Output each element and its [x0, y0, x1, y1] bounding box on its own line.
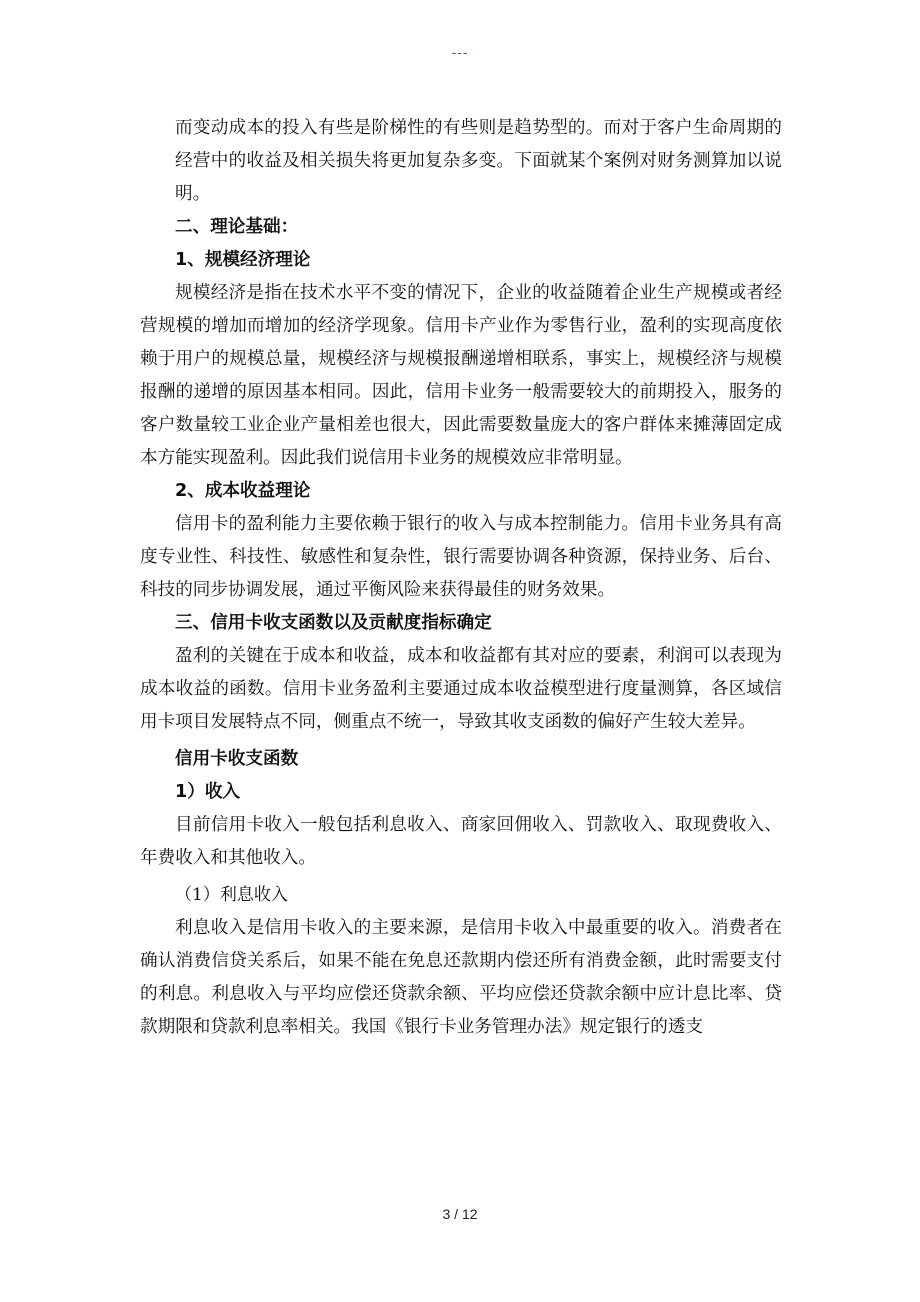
- paragraph-income-types: 目前信用卡收入一般包括利息收入、商家回佣收入、罚款收入、取现费收入、年费收入和其他收入。: [140, 815, 782, 868]
- page-number: 3 / 12: [442, 1206, 478, 1222]
- subheading-interest-income: （1）利息收入: [175, 885, 288, 905]
- paragraph-intro: 而变动成本的投入有些是阶梯性的有些则是趋势型的。而对于客户生命周期的经营中的收益及相关损失将更加复杂多变。下面就某个案例对财务测算加以说明。: [175, 118, 782, 204]
- body-text: [140, 112, 782, 1044]
- paragraph-economies-of-scale: 规模经济是指在技术水平不变的情况下，企业的收益随着企业生产规模或者经营规模的增加而增加的经济学现象。信用卡产业作为零售行业，盈利的实现高度依赖于用户的规模总量，规模经济与规模报酬递增相联系，事实上，规模经济与规模报酬的递增的原因基本相同。因此，信用卡业务一般需要较大的前期投入，服务的客户数量较工业企业产量相差也很大，因此需要数量庞大的客户群体来摊薄固定成本方能实现盈利。因此我们说信用卡业务的规模效应非常明显。: [140, 283, 782, 468]
- paragraph-profit-key: 盈利的关键在于成本和收益，成本和收益都有其对应的要素，利润可以表现为成本收益的函数。信用卡业务盈利主要通过成本收益模型进行度量测算，各区域信用卡项目发展特点不同，侧重点不统一，导致其收支函数的偏好产生较大差异。: [140, 646, 782, 732]
- heading-economies-of-scale: 1、规模经济理论: [175, 250, 311, 270]
- heading-theory-basis: 二、理论基础：: [175, 217, 299, 237]
- paragraph-cost-benefit: 信用卡的盈利能力主要依赖于银行的收入与成本控制能力。信用卡业务具有高度专业性、科技性、敏感性和复杂性，银行需要协调各种资源，保持业务、后台、科技的同步协调发展，通过平衡风险来获得最佳的财务效果。: [140, 514, 782, 600]
- heading-income: 1）收入: [175, 782, 241, 802]
- header-mark: ---: [451, 46, 469, 61]
- paragraph-interest-income: 利息收入是信用卡收入的主要来源，是信用卡收入中最重要的收入。消费者在确认消费信贷关系后，如果不能在免息还款期内偿还所有消费金额，此时需要支付的利息。利息收入与平均应偿还贷款余额、平均应偿还贷款余额中应计息比率、贷款期限和贷款利息率相关。我国《银行卡业务管理办法》规定银行的透支: [140, 918, 782, 1037]
- heading-income-expense-function: 三、信用卡收支函数以及贡献度指标确定: [175, 613, 492, 633]
- heading-credit-card-function: 信用卡收支函数: [175, 749, 299, 769]
- heading-cost-benefit: 2、成本收益理论: [175, 481, 311, 501]
